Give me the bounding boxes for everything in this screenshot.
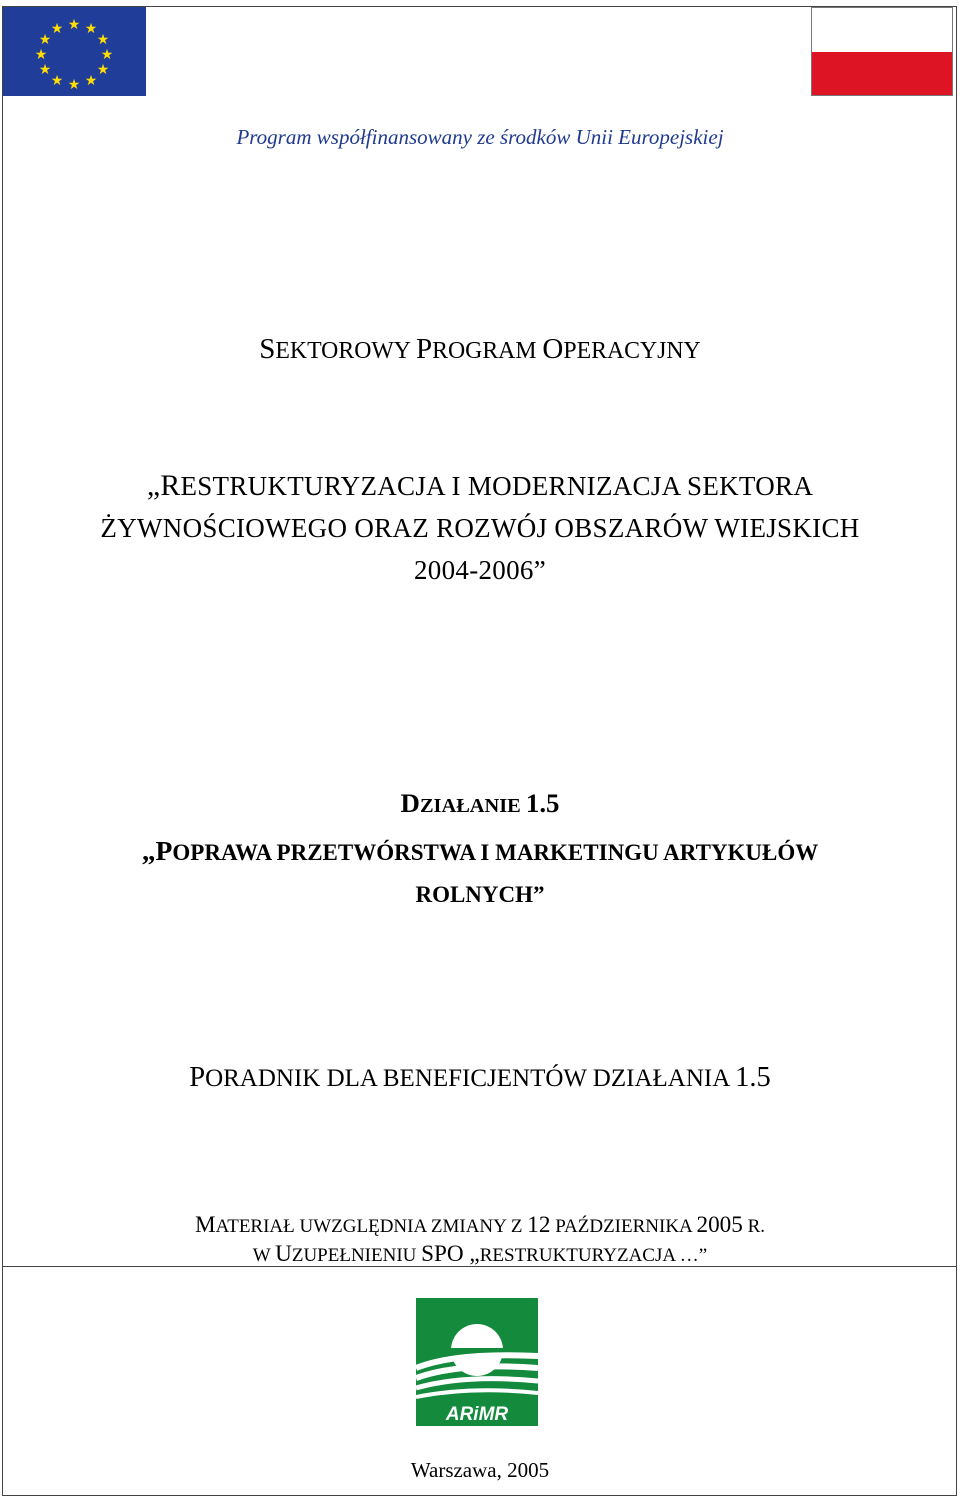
svg-text:★: ★ xyxy=(100,47,114,63)
svg-text:★: ★ xyxy=(50,21,64,37)
program-title: SEKTOROWY PROGRAM OPERACYJNY xyxy=(259,333,701,365)
eu-flag-icon xyxy=(3,7,146,96)
arimr-logo-icon xyxy=(416,1298,538,1426)
poland-flag-icon xyxy=(811,7,953,96)
svg-text:★: ★ xyxy=(34,47,48,63)
subtitle-line-2: ŻYWNOŚCIOWEGO ORAZ ROZWÓJ OBSZARÓW WIEJSKICH xyxy=(100,513,860,543)
supplement-note: W UZUPEŁNIENIU SPO „RESTRUKTURYZACJA …” xyxy=(252,1241,708,1267)
program-subtitle xyxy=(0,465,960,591)
measure-name-line-1: „POPRAWA PRZETWÓRSTWA I MARKETINGU ARTYKUŁÓW xyxy=(141,835,819,866)
guide-title: PORADNIK DLA BENEFICJENTÓW DZIAŁANIA 1.5 xyxy=(189,1062,771,1093)
arimr-logo-graphic xyxy=(416,1298,538,1426)
svg-text:★: ★ xyxy=(67,17,81,33)
subtitle-line-1: „RESTRUKTURYZACJA I MODERNIZACJA SEKTORA xyxy=(146,470,814,502)
svg-text:★: ★ xyxy=(50,73,64,89)
svg-text:★: ★ xyxy=(84,73,98,89)
svg-text:★: ★ xyxy=(96,32,110,48)
measure-name-line-2: ROLNYCH” xyxy=(415,882,545,907)
svg-text:★: ★ xyxy=(38,62,52,78)
svg-text:★: ★ xyxy=(84,21,98,37)
subtitle-line-3: 2004-2006” xyxy=(414,555,546,585)
section-divider xyxy=(2,1266,957,1267)
svg-text:★: ★ xyxy=(96,62,110,78)
funding-note: Program współfinansowany ze środków Unii Europejskiej xyxy=(236,125,724,149)
svg-text:★: ★ xyxy=(38,32,52,48)
logo-text: ARiMR xyxy=(445,1404,509,1425)
flag-red-stripe xyxy=(812,52,952,96)
measure-name xyxy=(0,830,960,916)
place-date: Warszawa, 2005 xyxy=(410,1458,550,1482)
svg-text:★: ★ xyxy=(67,77,81,93)
page-frame xyxy=(2,6,957,1496)
measure-label: DZIAŁANIE 1.5 xyxy=(400,788,560,818)
material-note: MATERIAŁ UWZGLĘDNIA ZMIANY Z 12 PAŹDZIERNIKA 2005 R. xyxy=(194,1212,766,1238)
flag-white-stripe xyxy=(812,8,952,52)
eu-stars xyxy=(3,7,146,96)
